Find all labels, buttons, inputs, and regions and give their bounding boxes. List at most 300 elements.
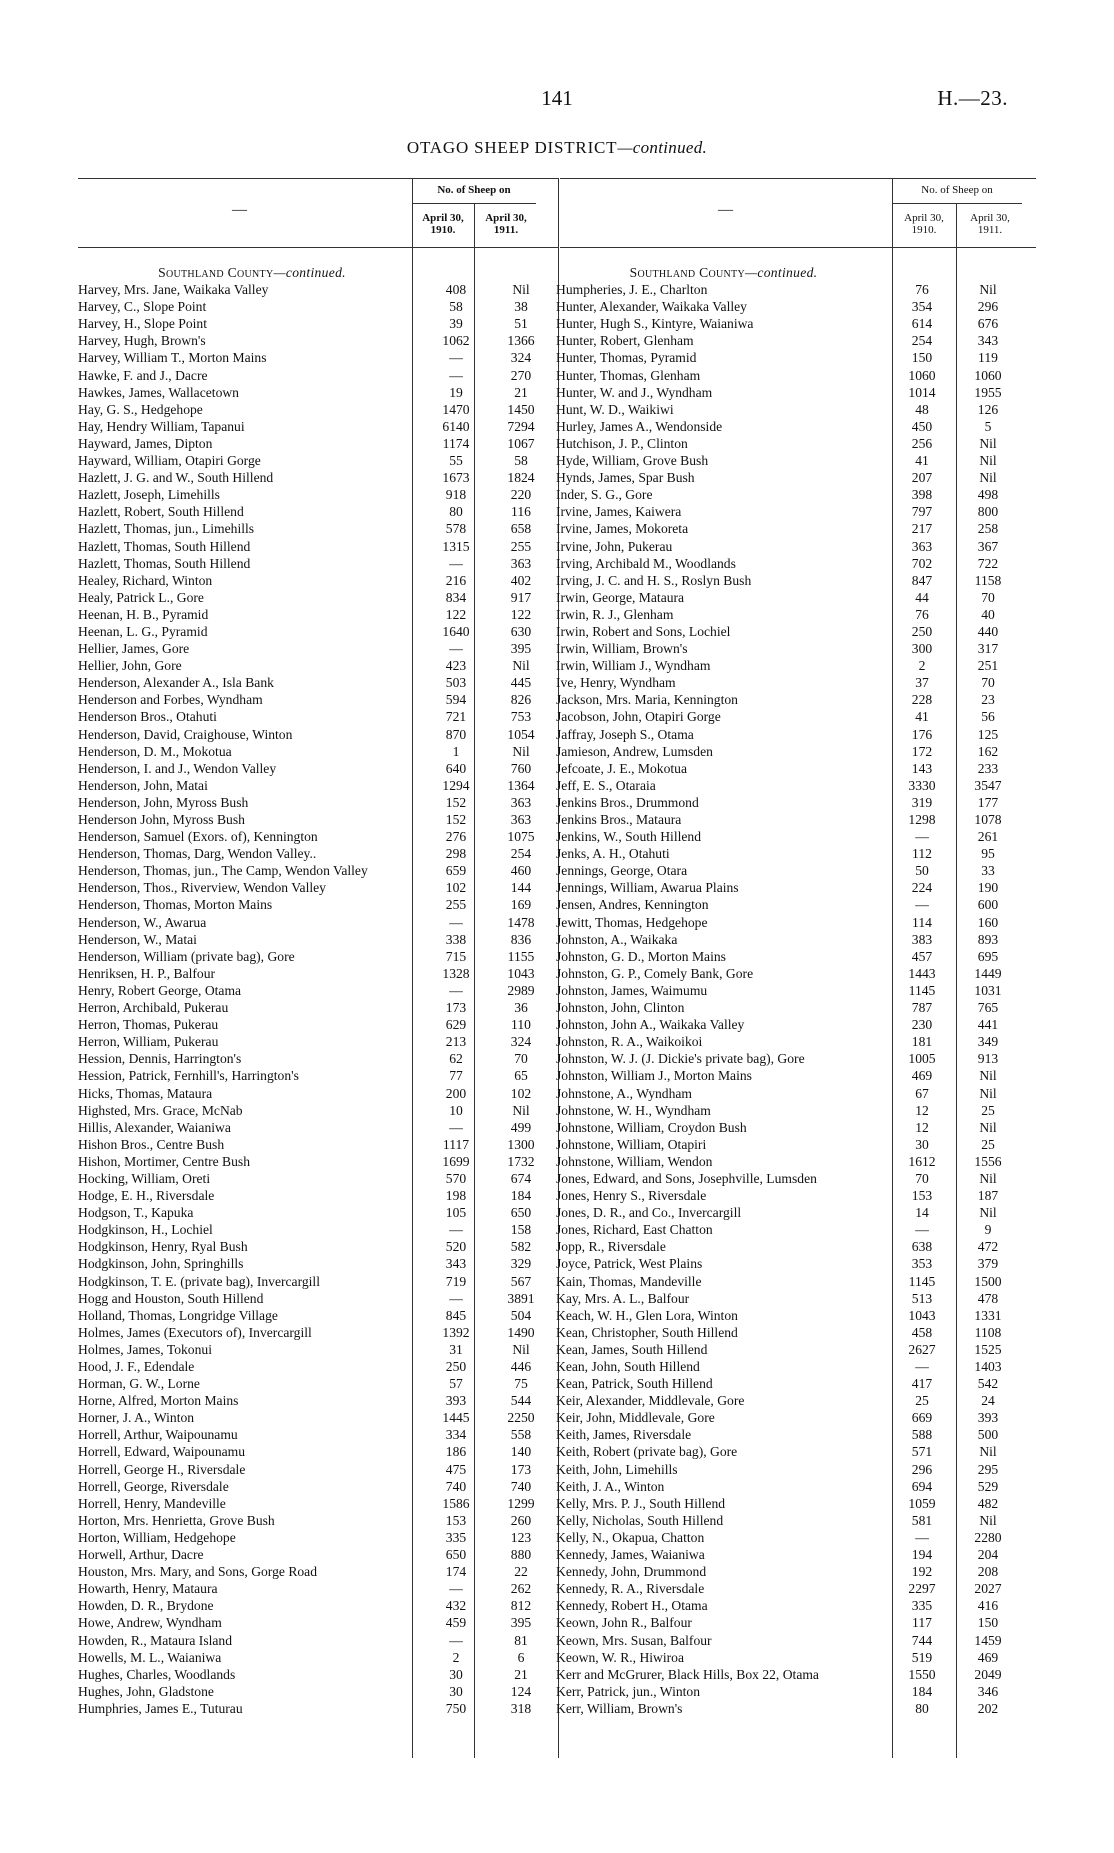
sheep-1911: 722 [977,555,999,571]
table-row [556,1529,1026,1546]
sheep-1910: 14 [915,1205,929,1221]
owner-name: Irwin, William J., Wyndham [556,658,711,674]
owner-name: Kean, Patrick, South Hillend [556,1376,713,1392]
owner-name: Howden, D. R., Brydone [78,1598,214,1614]
owner-name: Horrell, Henry, Mandeville [78,1495,226,1511]
table-row [78,1392,558,1409]
sheep-1910: 469 [911,1068,933,1084]
sheep-1910: 740 [445,1478,467,1494]
sheep-1910: 744 [911,1632,933,1648]
sheep-1910: 334 [445,1427,467,1443]
sheep-1910: — [449,555,463,571]
table-row [78,367,558,384]
table-row [556,503,1026,520]
table-row [78,332,558,349]
sheep-1910: 55 [449,453,463,469]
sheep-1910: 1014 [908,384,936,400]
page-number: 141 [541,86,573,110]
table-row [78,1255,558,1272]
sheep-1911: 367 [977,538,999,554]
sheep-1910: 184 [911,1683,933,1699]
table-row [78,589,558,606]
owner-name: Jopp, R., Riversdale [556,1239,666,1255]
sheep-1911: 33 [981,863,995,879]
sheep-1911: 760 [510,760,532,776]
sheep-1911: 1403 [974,1359,1002,1374]
sheep-1911: Nil [512,658,530,674]
table-row [78,469,558,486]
table-row [78,1546,558,1563]
owner-name: Hayward, James, Dipton [78,435,213,451]
sheep-1911: 208 [977,1564,999,1580]
sheep-1911: 812 [510,1598,532,1614]
sheep-1910: 719 [445,1273,467,1289]
table-row [556,1443,1026,1460]
sheep-1911: 1732 [507,1153,535,1169]
sheep-1911: 482 [977,1495,999,1511]
table-row [78,1478,558,1495]
table-row [78,1153,558,1170]
sheep-1910: 250 [911,623,933,639]
sheep-1911: 2250 [507,1410,535,1426]
sheep-1911: Nil [979,453,997,469]
table-row [78,1170,558,1187]
sheep-1910: 19 [449,384,463,400]
table-row [78,315,558,332]
table-row [556,1375,1026,1392]
owner-name: Kain, Thomas, Mandeville [556,1273,702,1289]
sheep-1910: 254 [911,333,933,349]
sheep-1910: — [915,1222,929,1238]
owner-name: Irvine, John, Pukerau [556,538,673,554]
table-row [556,1683,1026,1700]
sheep-1911: Nil [512,282,530,298]
sheep-1911: 1955 [974,384,1002,400]
sheep-1911: 1450 [507,401,535,417]
left-section-heading [78,264,426,281]
owner-name: Kean, John, South Hillend [556,1359,700,1374]
sheep-1911: 190 [977,880,999,896]
table-row [556,332,1026,349]
owner-name: Jeff, E. S., Otaraia [556,777,656,793]
table-row [78,1290,558,1307]
sheep-1910: 172 [911,743,933,759]
table-row [556,777,1026,794]
sheep-1910: 143 [911,760,933,776]
table-row [78,1614,558,1631]
sheep-1911: 504 [510,1307,532,1323]
sheep-1911: Nil [512,1102,530,1118]
owner-name: Jacobson, John, Otapiri Gorge [556,709,721,725]
sheep-1910: 1640 [442,623,470,639]
table-row [78,1204,558,1221]
owner-name: Hillis, Alexander, Waianiwa [78,1119,231,1135]
sheep-1911: 1060 [974,367,1002,383]
sheep-1910: 319 [911,794,933,810]
sheep-1911: 5 [984,418,992,434]
sheep-1911: Nil [979,1068,997,1084]
sheep-1910: 457 [911,948,933,964]
sheep-1910: 1174 [442,435,470,451]
owner-name: Ive, Henry, Wyndham [556,675,676,691]
sheep-1911: 38 [514,299,528,315]
page-code: H.—23. [937,86,1008,110]
sheep-1911: 187 [977,1188,999,1204]
sheep-1910: 513 [911,1290,933,1306]
sheep-1910: 216 [445,572,467,588]
owner-name: Hazlett, Thomas, South Hillend [78,538,251,554]
header-bottom-rule [78,247,558,248]
owner-name: Horrell, George H., Riversdale [78,1461,246,1477]
sheep-1910: 787 [911,1000,933,1016]
sheep-1910: 105 [445,1205,467,1221]
owner-name: Hay, Hendry William, Tapanui [78,418,245,434]
owner-name: Kennedy, R. A., Riversdale [556,1581,705,1597]
sheep-1911: 258 [977,521,999,537]
owner-name: Howells, M. L., Waianiwa [78,1649,222,1665]
sheep-1910: 298 [445,846,467,862]
sheep-1910: — [449,1632,463,1648]
table-row [78,1341,558,1358]
table-row [78,1102,558,1119]
sheep-1910: 276 [445,829,467,845]
sheep-1910: 1328 [442,965,470,981]
sheep-1911: Nil [979,1512,997,1528]
table-row [556,1649,1026,1666]
sheep-1910: 417 [911,1376,933,1392]
owner-name: Jamieson, Andrew, Lumsden [556,743,713,759]
sheep-1910: 41 [915,709,929,725]
owner-name: Horrell, George, Riversdale [78,1478,229,1494]
owner-name: Johnstone, William, Croydon Bush [556,1119,747,1135]
owner-name: Johnston, A., Waikaka [556,931,678,947]
owner-name: Hession, Patrick, Fernhill's, Harrington's [78,1068,299,1084]
owner-name: Jenkins, W., South Hillend [556,829,702,845]
table-row [556,965,1026,982]
owner-name: Irvine, James, Kaiwera [556,504,682,520]
owner-name: Johnstone, William, Otapiri [556,1136,707,1152]
owner-name: Henderson, W., Awarua [78,914,207,930]
sheep-1910: 3330 [908,777,936,793]
sheep-1911: 498 [977,487,999,503]
sheep-1910: 1060 [908,367,936,383]
owner-name: Harvey, H., Slope Point [78,316,208,332]
sheep-1911: 1078 [974,812,1002,827]
sheep-1910: 1117 [442,1136,470,1152]
owner-name: Hughes, John, Gladstone [78,1683,214,1699]
owner-name: Hunter, Thomas, Pyramid [556,350,697,366]
sheep-1910: 1294 [442,777,470,793]
owner-name: Keith, James, Riversdale [556,1427,692,1443]
sheep-1911: 261 [977,829,999,845]
owner-name: Inder, S. G., Gore [556,487,653,503]
table-row [556,999,1026,1016]
owner-name: Hishon, Mortimer, Centre Bush [78,1153,251,1169]
table-row [556,1067,1026,1084]
sheep-1911: 75 [514,1376,528,1392]
owner-name: Hicks, Thomas, Mataura [78,1085,213,1101]
sheep-1911: 363 [510,812,532,827]
sheep-1911: 317 [977,641,999,657]
sheep-1911: Nil [979,282,997,298]
table-row [78,1119,558,1136]
table-row [556,1512,1026,1529]
sheep-1910: 2627 [908,1341,936,1357]
sheep-1911: 251 [977,658,999,674]
sheep-1911: 558 [510,1427,532,1443]
sheep-1911: 582 [510,1239,532,1255]
owner-name: Humphries, James E., Tuturau [78,1700,243,1716]
sheep-1910: 581 [911,1512,933,1528]
sheep-1911: 329 [510,1256,532,1272]
sheep-1911: Nil [979,1444,997,1460]
table-row [556,726,1026,743]
sheep-1910: 250 [445,1359,467,1374]
table-row [78,1632,558,1649]
owner-name: Healy, Patrick L., Gore [78,589,204,605]
sheep-1910: 224 [911,880,933,896]
owner-name: Horner, J. A., Winton [78,1410,195,1426]
table-row [78,657,558,674]
table-row [78,555,558,572]
sheep-1911: 123 [510,1529,532,1545]
sheep-1911: 3547 [974,777,1002,793]
left-rows [78,281,558,1717]
table-row [556,1153,1026,1170]
owner-name: Hodgson, T., Kapuka [78,1205,194,1221]
sheep-1910: 669 [911,1410,933,1426]
sheep-1910: 256 [911,435,933,451]
left-header-sheep-on: No. of Sheep on [437,184,511,196]
sheep-1911: 1824 [507,470,535,486]
left-header-dash: — [232,202,247,218]
sheep-1911: 116 [511,504,531,520]
table-row [78,965,558,982]
table-row [556,452,1026,469]
table-row [556,315,1026,332]
sheep-1910: 383 [911,931,933,947]
owner-name: Kelly, Nicholas, South Hillend [556,1512,724,1528]
sheep-1911: 1108 [974,1324,1002,1340]
owner-name: Herron, William, Pukerau [78,1034,219,1050]
sheep-1911: Nil [979,435,997,451]
table-row [78,1085,558,1102]
table-row [556,1307,1026,1324]
table-row [556,640,1026,657]
sheep-1911: 765 [977,1000,999,1016]
sheep-1910: 571 [911,1444,933,1460]
owner-name: Keir, John, Middlevale, Gore [556,1410,715,1426]
owner-name: Jewitt, Thomas, Hedgehope [556,914,708,930]
right-table [556,264,1026,1717]
sheep-1911: 478 [977,1290,999,1306]
sheep-1910: 76 [915,282,929,298]
sheep-1911: 363 [510,794,532,810]
table-row [78,1033,558,1050]
table-row [556,1136,1026,1153]
table-row [556,743,1026,760]
sheep-1910: — [915,829,929,845]
sheep-1910: 174 [445,1564,467,1580]
sheep-1911: 1031 [974,982,1002,998]
sheep-1910: 213 [445,1034,467,1050]
sheep-1911: 917 [510,589,532,605]
owner-name: Keith, Robert (private bag), Gore [556,1444,738,1460]
table-row [78,298,558,315]
owner-name: Henderson, W., Matai [78,931,197,947]
owner-name: Hazlett, Robert, South Hillend [78,504,244,520]
owner-name: Hawke, F. and J., Dacre [78,367,208,383]
sheep-1910: 58 [449,299,463,315]
table-row [556,469,1026,486]
table-row [78,691,558,708]
table-row [556,1461,1026,1478]
table-row [556,486,1026,503]
sheep-1910: 122 [445,606,467,622]
table-row [78,520,558,537]
owner-name: Hurley, James A., Wendonside [556,418,723,434]
sheep-1911: 36 [514,1000,528,1016]
sheep-1910: 6140 [442,418,470,434]
sheep-1911: 379 [977,1256,999,1272]
sheep-1910: 198 [445,1188,467,1204]
sheep-1910: 423 [445,658,467,674]
owner-name: Hawkes, James, Wallacetown [78,384,239,400]
sheep-1910: 296 [911,1461,933,1477]
owner-name: Horton, William, Hedgehope [78,1529,236,1545]
owner-name: Henderson Bros., Otahuti [78,709,217,725]
sheep-1910: 1443 [908,965,936,981]
owner-name: Henderson, David, Craighouse, Winton [78,726,293,742]
sheep-1911: 25 [981,1136,995,1152]
sheep-1911: 544 [510,1393,532,1409]
owner-name: Irving, J. C. and H. S., Roslyn Bush [556,572,752,588]
sheep-1911: 7294 [507,418,535,434]
sheep-1910: 10 [449,1102,463,1118]
sheep-1910: 393 [445,1393,467,1409]
sheep-1911: 204 [977,1547,999,1563]
sheep-1910: 30 [915,1136,929,1152]
owner-name: Irvine, James, Mokoreta [556,521,689,537]
sheep-1910: 721 [445,709,467,725]
table-row [78,1700,558,1717]
sheep-1911: 324 [510,1034,532,1050]
right-header-1911: April 30, 1911. [970,212,1010,236]
owner-name: Howarth, Henry, Mataura [78,1581,218,1597]
header-top-rule [78,178,558,179]
sheep-1911: 160 [977,914,999,930]
table-row [78,777,558,794]
sheep-1910: 1315 [442,538,470,554]
sheep-1910: 44 [915,589,929,605]
owner-name: Keown, John R., Balfour [556,1615,692,1631]
sheep-1911: 542 [977,1376,999,1392]
sheep-1910: 150 [911,350,933,366]
sheep-1910: 70 [915,1170,929,1186]
owner-name: Harvey, William T., Morton Mains [78,350,267,366]
sheep-1910: 255 [445,897,467,913]
sheep-1910: 408 [445,282,467,298]
owner-name: Johnston, R. A., Waikoikoi [556,1034,703,1050]
sheep-1910: 650 [445,1547,467,1563]
right-section-cont: —continued. [744,265,818,280]
owner-name: Keith, John, Limehills [556,1461,678,1477]
owner-name: Henderson, John, Matai [78,777,208,793]
table-row [556,572,1026,589]
sheep-1911: 1075 [507,829,535,845]
table-row [78,1187,558,1204]
table-row [556,1597,1026,1614]
owner-name: Jackson, Mrs. Maria, Kennington [556,692,738,708]
sheep-1911: 220 [510,487,532,503]
sheep-1910: 1145 [908,982,936,998]
sheep-1910: 80 [915,1700,929,1716]
owner-name: Hynds, James, Spar Bush [556,470,695,486]
sheep-1910: 1699 [442,1153,470,1169]
table-row [556,948,1026,965]
owner-name: Jenkins Bros., Drummond [556,794,699,810]
owner-name: Irving, Archibald M., Woodlands [556,555,736,571]
sheep-1910: — [915,1529,929,1545]
sheep-1911: 158 [510,1222,532,1238]
owner-name: Johnstone, W. H., Wyndham [556,1102,711,1118]
table-row [78,503,558,520]
owner-name: Kelly, N., Okapua, Chatton [556,1529,705,1545]
sheep-1911: 324 [510,350,532,366]
table-row [556,606,1026,623]
table-row [78,1683,558,1700]
sheep-1910: 200 [445,1085,467,1101]
owner-name: Jennings, William, Awarua Plains [556,880,739,896]
sheep-1910: 715 [445,948,467,964]
table-row [556,1221,1026,1238]
sheep-1911: 21 [514,1666,528,1682]
sheep-1911: 460 [510,863,532,879]
sheep-1911: Nil [512,1341,530,1357]
sheep-1911: 416 [977,1598,999,1614]
table-row [556,1187,1026,1204]
sheep-1910: 217 [911,521,933,537]
table-row [556,298,1026,315]
sheep-1911: 469 [977,1649,999,1665]
sheep-1910: 192 [911,1564,933,1580]
table-row [556,281,1026,298]
sheep-1911: 70 [981,589,995,605]
owner-name: Horton, Mrs. Henrietta, Grove Bush [78,1512,275,1528]
table-row [78,1563,558,1580]
table-row [556,1170,1026,1187]
sheep-1911: 255 [510,538,532,554]
table-row [556,1409,1026,1426]
table-row [78,623,558,640]
owner-name: Herron, Archibald, Pukerau [78,1000,229,1016]
sheep-1910: 847 [911,572,933,588]
owner-name: Jefcoate, J. E., Mokotua [556,760,687,776]
owner-name: Henry, Robert George, Otama [78,982,242,998]
table-row [556,1085,1026,1102]
owner-name: Hood, J. F., Edendale [78,1359,195,1374]
owner-name: Johnstone, A., Wyndham [556,1085,692,1101]
sheep-1910: 503 [445,675,467,691]
owner-name: Hellier, John, Gore [78,658,182,674]
sheep-1910: 629 [445,1017,467,1033]
owner-name: Jensen, Andres, Kennington [556,897,709,913]
sheep-1911: 119 [978,350,998,366]
owner-name: Harvey, Mrs. Jane, Waikaka Valley [78,282,269,298]
table-row [78,281,558,298]
sheep-1911: 349 [977,1034,999,1050]
sheep-1910: 363 [911,538,933,554]
